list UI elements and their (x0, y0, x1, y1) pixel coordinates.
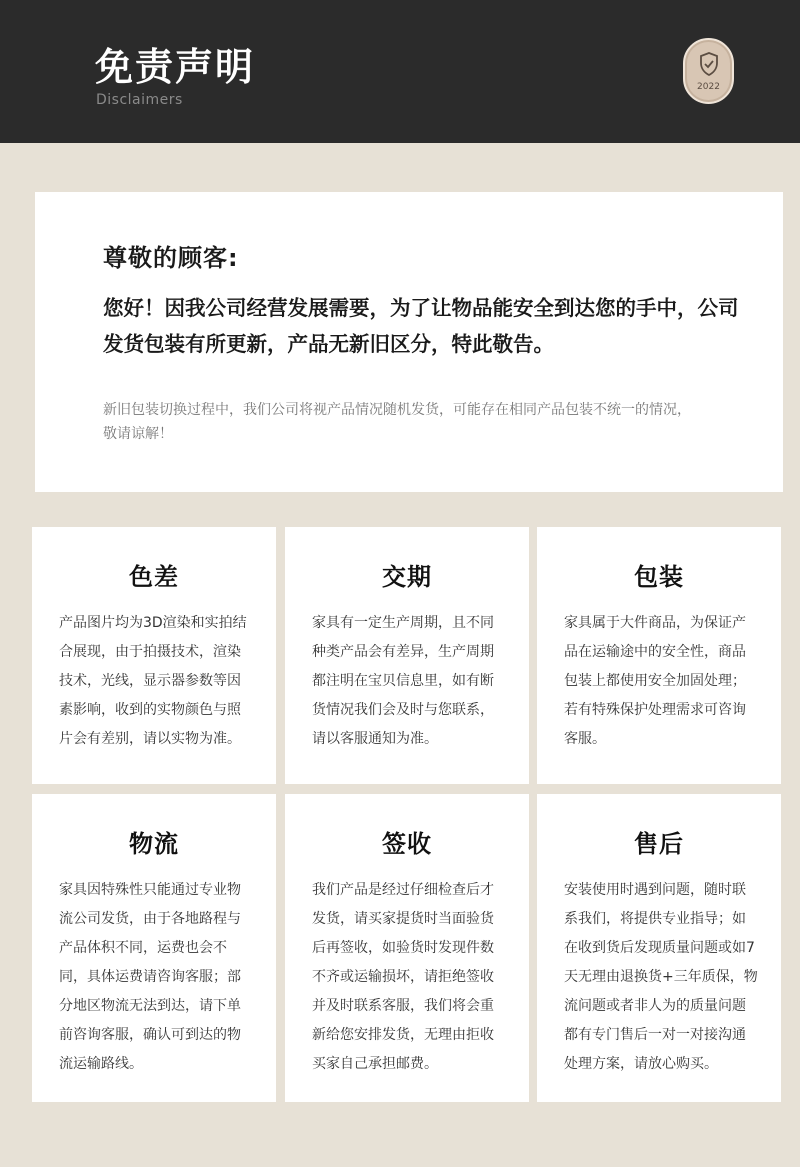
card-title: 签收 (382, 830, 432, 858)
notice-panel (35, 192, 783, 492)
card-body: 家具因特殊性只能通过专业物流公司发货，由于各地路程与产品体积不同，运费也会不同，具体运费请咨询客服；部分地区物流无法到达，请下单前咨询客服，确认可到达的物流运输路线。 (59, 882, 241, 1072)
card-body: 产品图片均为3D渲染和实拍结合展现，由于拍摄技术，渲染技术，光线，显示器参数等因素影响，收到的实物颜色与照片会有差别，请以实物为准。 (59, 615, 247, 747)
card-delivery-time (285, 527, 529, 784)
header-bar (0, 0, 800, 143)
card-signing (285, 794, 529, 1102)
card-logistics (32, 794, 276, 1102)
card-title: 色差 (129, 563, 179, 591)
card-body: 家具属于大件商品，为保证产品在运输途中的安全性，商品包装上都使用安全加固处理；若有特殊保护处理需求可咨询客服。 (564, 615, 746, 747)
card-body: 我们产品是经过仔细检查后才发货，请买家提货时当面验货后再签收，如验货时发现件数不齐或运输损坏，请拒绝签收并及时联系客服，我们将会重新给您安排发货，无理由拒收买家自己承担邮费。 (312, 882, 494, 1072)
page-subtitle: Disclaimers (96, 92, 183, 108)
card-title: 物流 (129, 830, 179, 858)
card-body: 家具有一定生产周期，且不同种类产品会有差异，生产周期都注明在宝贝信息里，如有断货情况我们会及时与您联系，请以客服通知为准。 (312, 615, 494, 747)
card-body: 安装使用时遇到问题，随时联系我们，将提供专业指导；如在收到货后发现质量问题或如7天无理由退换货+三年质保，物流问题或者非人为的质量问题都有专门售后一对一对接沟通处理方案，请放心购买。 (564, 882, 758, 1072)
card-packaging (537, 527, 781, 784)
badge-year: 2022 (697, 82, 720, 92)
notice-greeting: 尊敬的顾客: (103, 244, 239, 272)
page-title: 免责声明 (95, 45, 256, 89)
year-badge (683, 38, 734, 104)
shield-check-icon (699, 52, 719, 76)
card-title: 包装 (634, 563, 684, 591)
notice-sub-text: 新旧包装切换过程中，我们公司将视产品情况随机发货，可能存在相同产品包装不统一的情况，敬请谅解！ (103, 402, 691, 442)
card-title: 售后 (634, 830, 684, 858)
card-color-difference (32, 527, 276, 784)
card-title: 交期 (382, 563, 432, 591)
notice-main-text: 您好！因我公司经营发展需要，为了让物品能安全到达您的手中，公司发货包装有所更新，产品无新旧区分，特此敬告。 (103, 296, 739, 356)
card-after-sales (537, 794, 781, 1102)
